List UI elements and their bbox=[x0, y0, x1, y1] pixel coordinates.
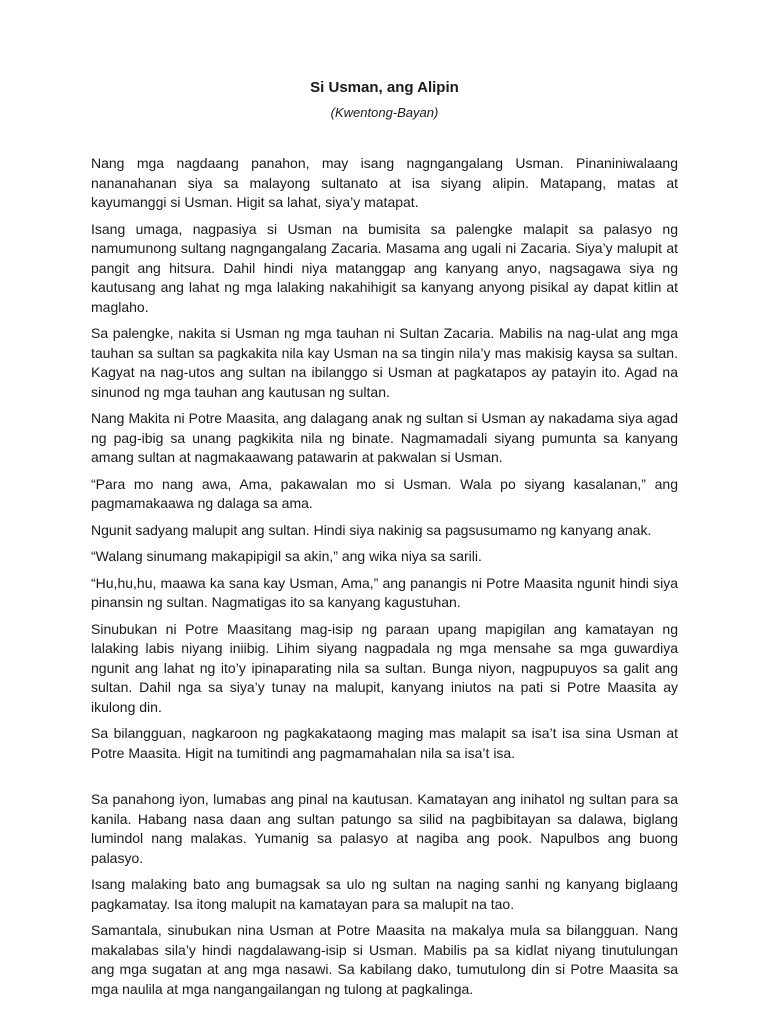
paragraph: Sa panahong iyon, lumabas ang pinal na kautusan. Kamatayan ang inihatol ng sultan para sa kanila. Habang nasa daan ang sultan patungo sa silid na pagbibitayan sa dalawa, biglang lumindol nang malakas. Yumanig sa palasyo at nagiba ang pook. Napulbos ang buong palasyo. bbox=[91, 791, 678, 866]
paragraph: Sa palengke, nakita si Usman ng mga tauhan ni Sultan Zacaria. Mabilis na nag-ulat ang mga tauhan sa sultan sa pagkakita nila kay Usman na sa tingin nila’y mas makisig kaysa sa sultan. Kagyat na nag-utos ang sultan na ibilanggo si Usman at pagkatapos ay patayin ito. Agad na sinunod ng mga tauhan ang kautusan ng sultan. bbox=[91, 325, 678, 400]
paragraph: “Walang sinumang makapipigil sa akin,” ang wika niya sa sarili. bbox=[91, 548, 482, 564]
paragraph: Isang malaking bato ang bumagsak sa ulo ng sultan na naging sanhi ng kanyang biglaang pagkamatay. Isa itong malupit na kamatayan para sa malupit na tao. bbox=[91, 876, 678, 912]
paragraph: Sa bilangguan, nagkaroon ng pagkakataong maging mas malapit sa isa’t isa sina Usman at Potre Maasita. Higit na tumitindi ang pagmamahalan nila sa isa’t isa. bbox=[91, 725, 678, 761]
paragraph: Nang mga nagdaang panahon, may isang nagngangalang Usman. Pinaniniwalaang nananahanan siya sa malayong sultanato at isa siyang alipin. Matapang, matas at kayumanggi si Usman. Higit sa lahat, siya’y matapat. bbox=[91, 155, 678, 210]
paragraph: Ngunit sadyang malupit ang sultan. Hindi siya nakinig sa pagsusumamo ng kanyang anak. bbox=[91, 521, 652, 538]
paragraph: Nang Makita ni Potre Maasita, ang dalagang anak ng sultan si Usman ay nakadama siya agad ng pag-ibig sa unang pagkikita nila ng binate. Nagmamadali siyang pumunta sa kanyang amang sultan at nagmakaawang patawarin at pakwalan si Usman. bbox=[91, 410, 678, 465]
paragraph: Samantala, sinubukan nina Usman at Potre Maasita na makalya mula sa bilangguan. Nang makalabas sila’y hindi nagdalawang-isip si Usman. Mabilis pa sa kidlat niyang tinutulungan ang mga sugatan at ang mga nasawi. Sa kabilang dako, tumutulong din si Potre Maasita sa mga naulila at mga nangangailangan ng tulong at pagkalinga. bbox=[91, 922, 678, 997]
section-spacer bbox=[91, 770, 678, 790]
paragraph: “Hu,hu,hu, maawa ka sana kay Usman, Ama,” ang panangis ni Potre Maasita ngunit hindi siya pinansin ng sultan. Nagmatigas ito sa kanyang kagustuhan. bbox=[91, 574, 678, 610]
paragraph: “Para mo nang awa, Ama, pakawalan mo si Usman. Wala po siyang kasalanan,” ang pagmamakaawa ng dalaga sa ama. bbox=[91, 475, 678, 511]
paragraph: Isang umaga, nagpasiya si Usman na bumisita sa palengke malapit sa palasyo ng namumunong sultang nagngangalang Zacaria. Masama ang ugali ni Zacaria. Siya’y malupit at pangit ang hitsura. Dahil hindi niya matanggap ang kanyang anyo, nagsagawa siya ng kautusang ang lahat ng mga lalaking nakahihigit sa kanyang anyong pisikal ay dapat kitlin at maglaho. bbox=[91, 220, 678, 315]
document-title: Si Usman, ang Alipin bbox=[310, 79, 459, 96]
story-body bbox=[91, 154, 678, 999]
paragraph: Sinubukan ni Potre Maasitang mag-isip ng paraan upang mapigilan ang kamatayan ng lalaking labis niyang iniibig. Lihim siyang nagpadala ng mga mensahe sa mga guwardiya ngunit ang lahat ng ito’y ipinaparating nila sa sultan. Bunga niyon, nagpupuyos sa galit ang sultan. Dahil nga sa siya’y tunay na malupit, kanyang iniutos na pati si Potre Maasita ay ikulong din. bbox=[91, 620, 678, 715]
document-subtitle: (Kwentong-Bayan) bbox=[330, 105, 439, 120]
